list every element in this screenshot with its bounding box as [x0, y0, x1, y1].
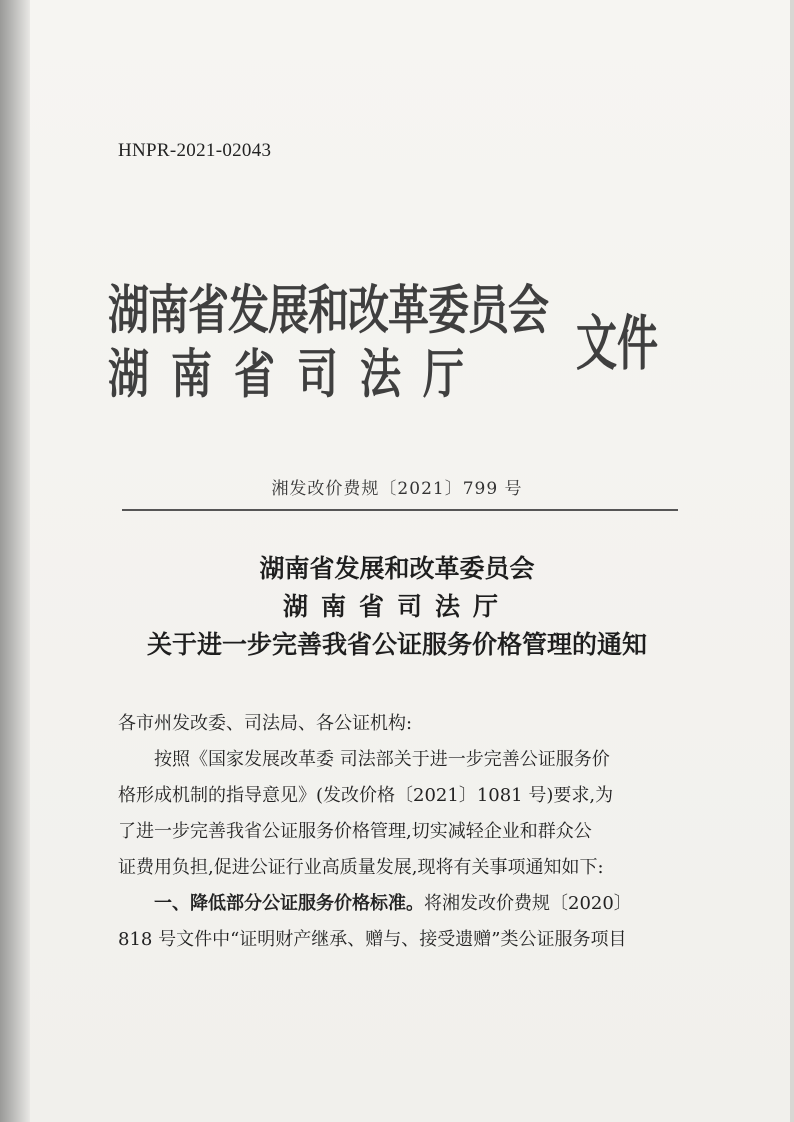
title-line-3: 关于进一步完善我省公证服务价格管理的通知: [146, 630, 647, 659]
title-line-2: 湖南省司法厅: [282, 592, 511, 621]
issuer-header: [108, 268, 708, 418]
document-id: HNPR-2021-02043: [118, 140, 272, 161]
paragraph-1-line-2: 格形成机制的指导意见》(发改价格〔2021〕1081 号)要求,为: [118, 785, 614, 806]
notice-title: [0, 550, 794, 664]
paragraph-1-line-3: 了进一步完善我省公证服务价格管理,切实减轻企业和群众公: [118, 821, 592, 842]
section-1-line-2: 818 号文件中“证明财产继承、赠与、接受遗赠”类公证服务项目: [118, 929, 627, 950]
salutation: 各市州发改委、司法局、各公证机构:: [118, 713, 413, 734]
issuer-line-2: 湖南省司法厅: [108, 343, 486, 405]
issuer-suffix: 文件: [576, 309, 658, 379]
section-1-heading: 一、降低部分公证服务价格标准。: [154, 893, 424, 914]
issuer-line-1: 湖南省发展和改革委员会: [108, 279, 548, 341]
paragraph-1-line-1: 按照《国家发展改革委 司法部关于进一步完善公证服务价: [154, 749, 610, 770]
title-line-1: 湖南省发展和改革委员会: [259, 554, 535, 583]
section-1-line-1: [118, 886, 678, 922]
header-divider: [122, 509, 678, 511]
document-number: 湘发改价费规〔2021〕799 号: [271, 479, 523, 499]
paragraph-1-line-4: 证费用负担,促进公证行业高质量发展,现将有关事项通知如下:: [118, 857, 604, 878]
section-1-text: 将湘发改价费规〔2020〕: [424, 893, 632, 914]
body-text: [118, 706, 678, 958]
